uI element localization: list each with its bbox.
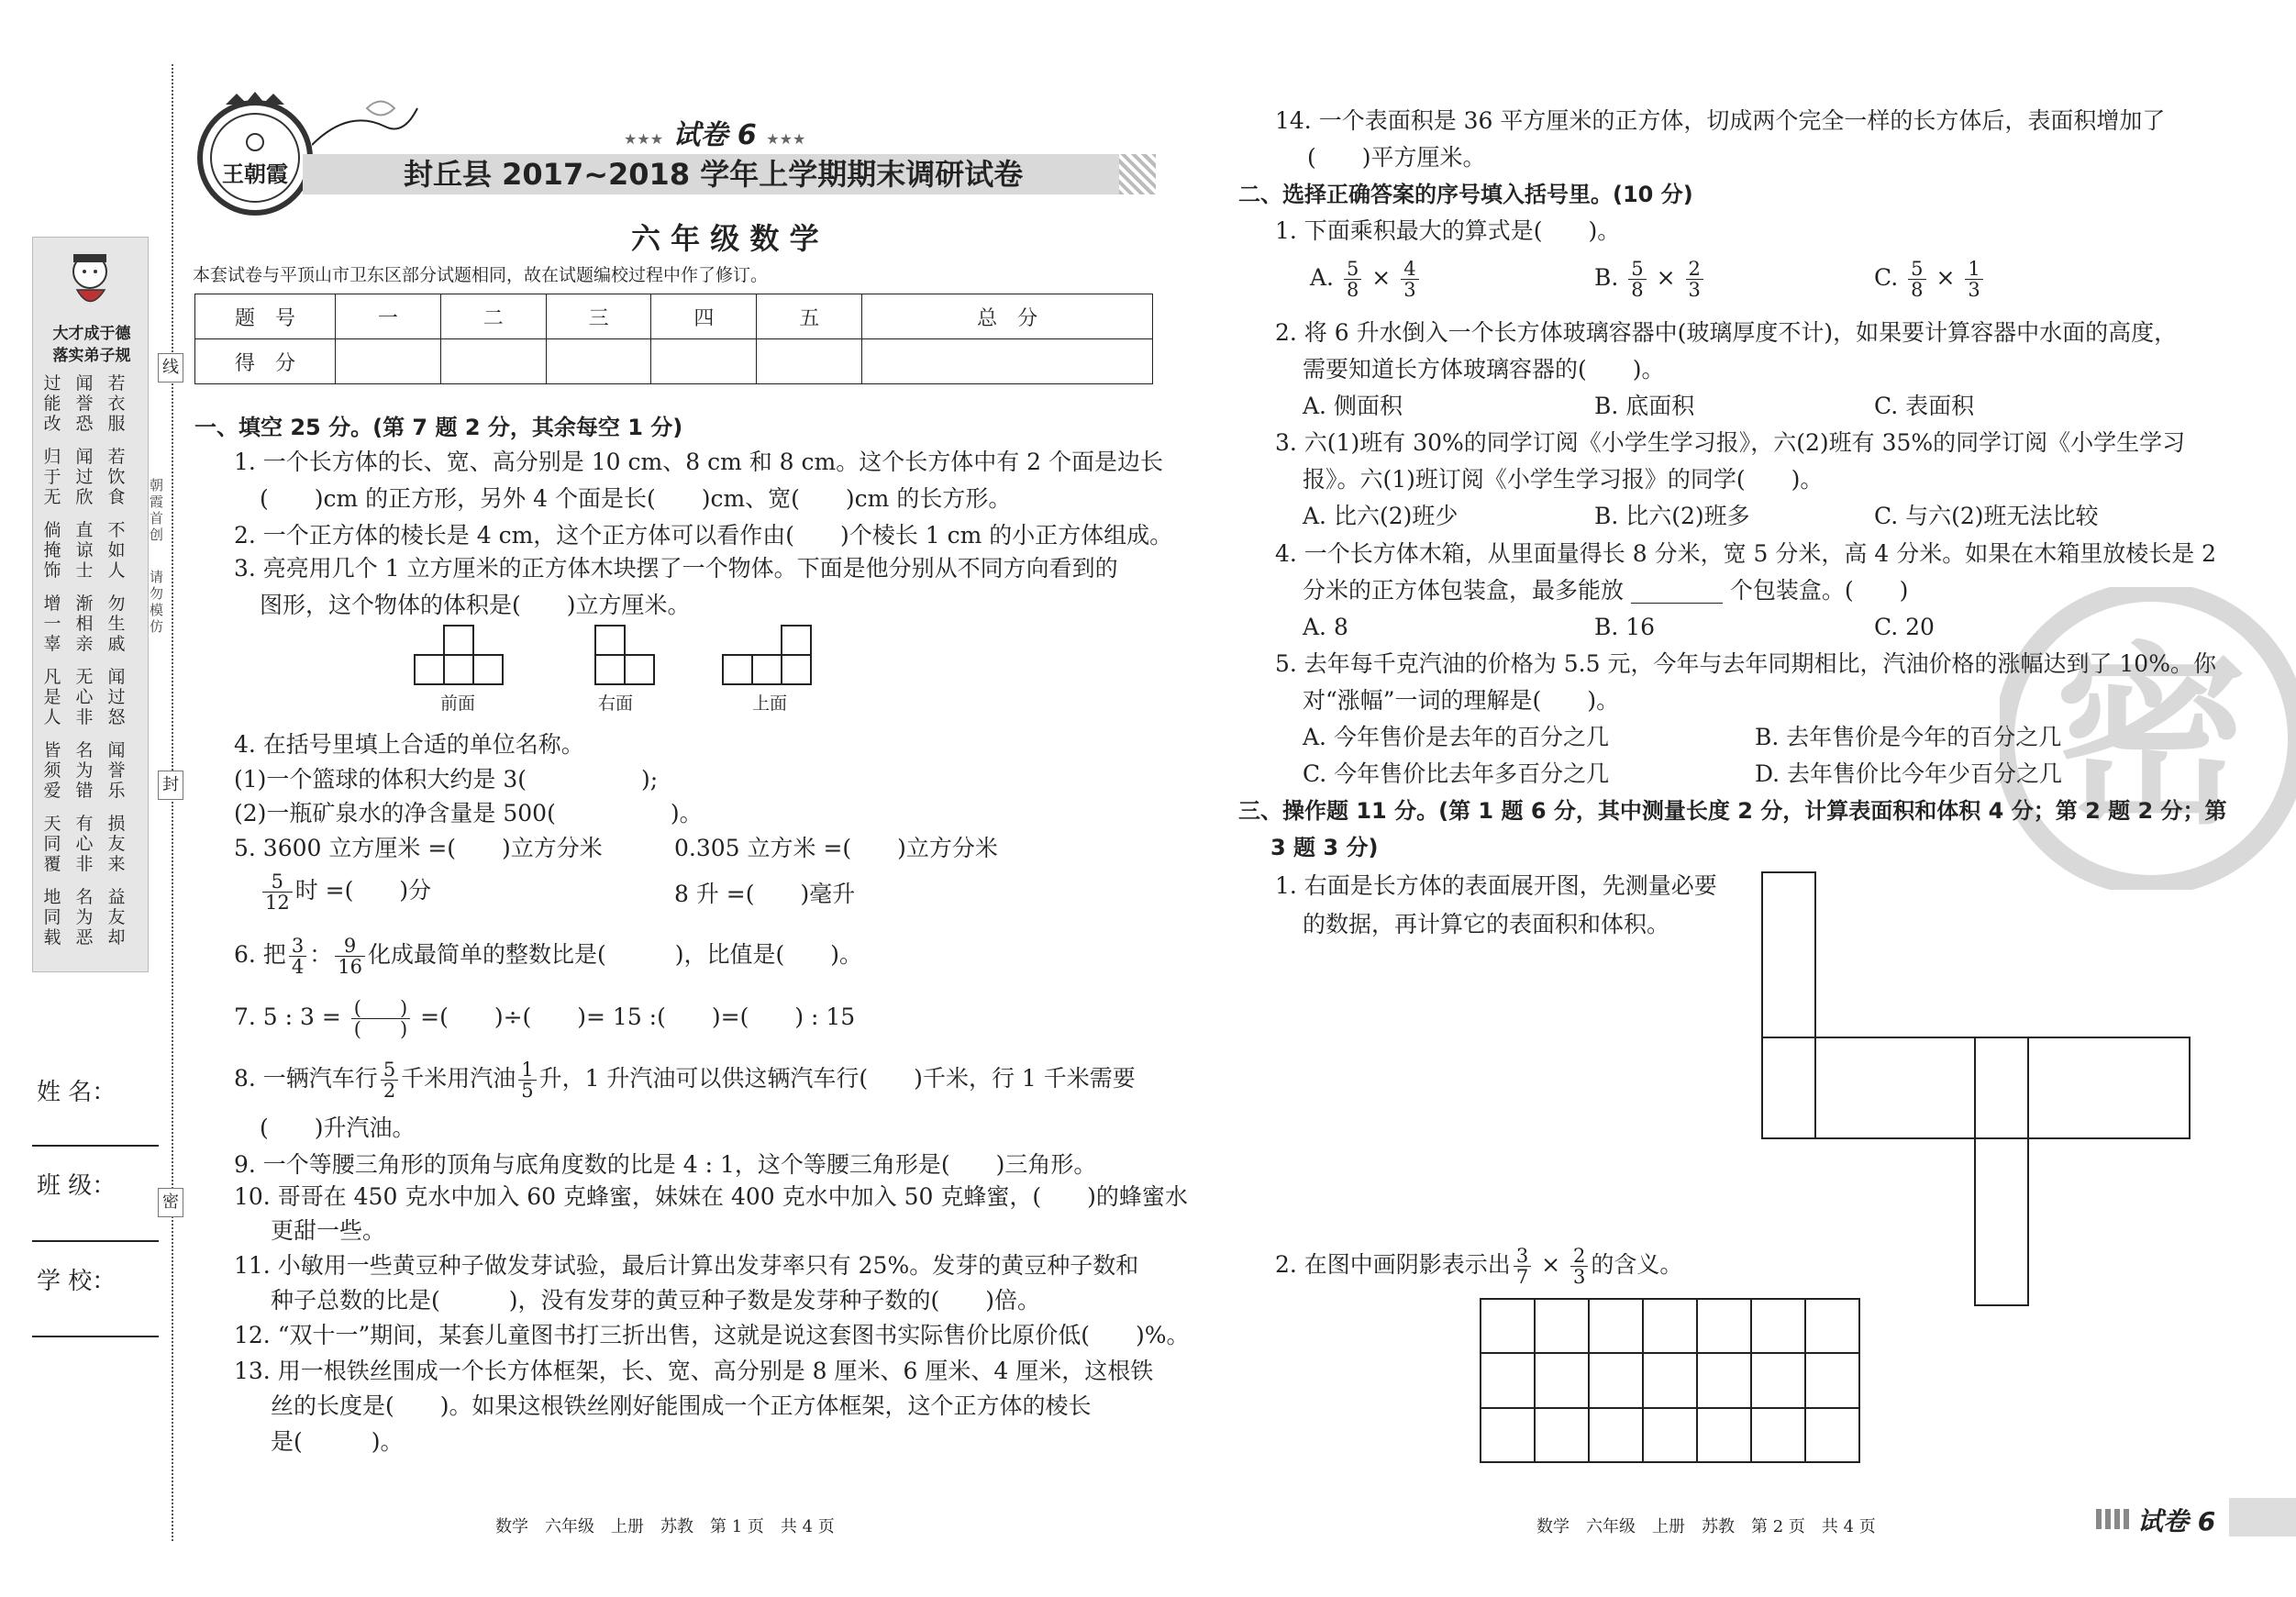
score-cell[interactable]: [651, 339, 757, 384]
grid-cell[interactable]: [1805, 1408, 1859, 1462]
grid-cell[interactable]: [1535, 1353, 1589, 1407]
motto-line-2: 落实弟子规: [52, 347, 131, 365]
s2-q3-option-c[interactable]: C. 与六(2)班无法比较: [1874, 503, 2099, 529]
class-label: 班 级：: [37, 1172, 116, 1200]
verse-col: 直谅士: [75, 520, 94, 581]
s2-q2-option-a[interactable]: A. 侧面积: [1303, 393, 1403, 419]
footer-badge-bar: [2229, 1498, 2296, 1536]
s1-q5-a: 5. 3600 立方厘米 =( )立方分米: [234, 835, 603, 861]
s1-q8: 8. 一辆汽车行 $\frac{5}{2}$ 千米用汽油 $\frac{1}{5}$ 升，1 升汽油可以供这辆汽车行( )千米，行 1 千米需要: [234, 1059, 1136, 1102]
fraction: $\frac{5}{8}$: [1344, 259, 1361, 300]
verse-col: 不如人: [107, 520, 126, 581]
score-row-label: 得 分: [195, 339, 336, 384]
fraction: $\frac{2}{3}$: [1686, 259, 1703, 300]
verse-col: 地同载: [43, 887, 61, 948]
s1-q1-line1: 1. 一个长方体的长、宽、高分别是 10 cm、8 cm 和 8 cm。这个长方体中有 2 个面是边长: [234, 449, 1164, 475]
title-bar-dots: [1119, 154, 1156, 194]
view-top-label: 上面: [752, 693, 788, 714]
s1-q4-part2: (2)一瓶矿泉水的净含量是 500( )。: [234, 800, 703, 826]
s1-q14-line1: 14. 一个表面积是 36 平方厘米的正方体，切成两个完全一样的长方体后，表面积增加了: [1275, 107, 2166, 134]
s2-q4-option-c[interactable]: C. 20: [1874, 614, 1935, 640]
footer-left: 数学 六年级 上册 苏教 第 1 页 共 4 页: [495, 1517, 835, 1536]
verse-col: 若饮食: [107, 447, 126, 507]
scholar-figure-icon: [61, 249, 120, 313]
view-front-label: 前面: [440, 693, 476, 714]
s1-q11-line2: 种子总数的比是( )，没有发芽的黄豆种子数是发芽种子数的( )倍。: [271, 1287, 1041, 1314]
verse-col: 有心非: [75, 814, 94, 874]
s1-q6: 6. 把 $\frac{3}{4}$ ： $\frac{9}{16}$ 化成最简单的整数比是( )，比值是( )。: [234, 935, 862, 978]
fraction: $\frac{9}{16}$: [335, 936, 365, 977]
seal-label-mid: 封: [158, 771, 183, 800]
badge-row: [624, 112, 805, 152]
verse-col: 倘掩饰: [43, 520, 61, 581]
verse-col: 闻誉乐: [107, 740, 126, 801]
grid-cell[interactable]: [1697, 1299, 1751, 1353]
s1-q10-line1: 10. 哥哥在 450 克水中加入 60 克蜂蜜，妹妹在 400 克水中加入 50 克蜂蜜，( )的蜂蜜水: [234, 1183, 1188, 1210]
s2-q1-option-c[interactable]: C. $\frac{5}{8}$ × $\frac{1}{3}$: [1874, 259, 1986, 300]
verse-col: 闻过欣: [75, 447, 94, 507]
score-header-cell: 一: [336, 294, 441, 339]
footer-badge: 试卷 6: [2137, 1506, 2216, 1536]
score-table-header-row: [195, 294, 1153, 339]
s1-q4-part1: (1)一个篮球的体积大约是 3( );: [234, 766, 659, 793]
s2-q3-line1: 3. 六(1)班有 30%的同学订阅《小学生学习报》，六(2)班有 35%的同学订阅《小学生学习: [1275, 429, 2186, 456]
s2-q5-line2: 对“涨幅”一词的理解是( )。: [1303, 687, 1620, 714]
grid-cell[interactable]: [1589, 1299, 1643, 1353]
fraction: $\frac{5}{12}$: [262, 871, 293, 913]
s2-q3-option-b[interactable]: B. 比六(2)班多: [1594, 503, 1750, 529]
grid-cell[interactable]: [1751, 1353, 1805, 1407]
s1-q9: 9. 一个等腰三角形的顶角与底角度数的比是 4 : 1，这个等腰三角形是( )三角形。: [234, 1151, 1097, 1178]
view-right-label: 右面: [598, 693, 634, 714]
fraction: $\frac{3}{7}$: [1514, 1246, 1531, 1287]
s1-q7: 7. 5 : 3 = $\frac{( )}{( )}$ =( )÷( )= 15 :( )=( ) : 15: [234, 997, 856, 1040]
s1-q2: 2. 一个正方体的棱长是 4 cm，这个正方体可以看作由( )个棱长 1 cm 的小正方体组成。: [234, 522, 1173, 549]
s2-q4-option-a[interactable]: A. 8: [1303, 614, 1348, 640]
grid-cell[interactable]: [1805, 1299, 1859, 1353]
s3-q1-line1: 1. 右面是长方体的表面展开图，先测量必要: [1275, 872, 1717, 899]
verse-col: 天同覆: [43, 814, 61, 874]
s1-q5-d: 8 升 =( )毫升: [674, 881, 856, 907]
verse-col: 若衣服: [107, 373, 126, 434]
score-table-score-row: [195, 339, 1153, 384]
binding-dotted-line: [172, 64, 173, 1541]
seal-label-top: 线: [158, 353, 183, 383]
motto-panel: [32, 237, 149, 972]
grid-cell[interactable]: [1697, 1353, 1751, 1407]
score-cell[interactable]: [862, 339, 1153, 384]
verse-col: 闻过怒: [107, 667, 126, 727]
ribbon-decoration: [312, 99, 422, 154]
grid-cell[interactable]: [1481, 1353, 1535, 1407]
s1-q10-line2: 更甜一些。: [271, 1217, 386, 1244]
s2-q2-line2: 需要知道长方体玻璃容器的( )。: [1303, 356, 1665, 383]
score-cell[interactable]: [440, 339, 546, 384]
grid-cell[interactable]: [1481, 1299, 1535, 1353]
view-front-figure: [413, 624, 505, 692]
footer-badge-dots: [2096, 1509, 2133, 1529]
s2-q5-option-c[interactable]: C. 今年售价比去年多百分之几: [1303, 760, 1610, 787]
fraction: $\frac{4}{3}$: [1401, 259, 1418, 300]
grid-cell[interactable]: [1535, 1408, 1589, 1462]
fraction: $\frac{5}{8}$: [1628, 259, 1646, 300]
s2-q3-option-a[interactable]: A. 比六(2)班少: [1303, 503, 1459, 529]
verse-col: 过能改: [43, 373, 61, 434]
verse-col: 益友却: [107, 887, 126, 948]
grid-cell[interactable]: [1697, 1408, 1751, 1462]
section3-heading-line1: 三、操作题 11 分。(第 1 题 6 分，其中测量长度 2 分，计算表面积和体积 4 分；第 2 题 2 分；第: [1238, 798, 2227, 824]
grid-cell[interactable]: [1805, 1353, 1859, 1407]
s1-q13-line1: 13. 用一根铁丝围成一个长方体框架，长、宽、高分别是 8 厘米、6 厘米、4 厘米，这根铁: [234, 1358, 1154, 1384]
s1-q3-line2: 图形，这个物体的体积是( )立方厘米。: [260, 592, 691, 618]
score-cell[interactable]: [546, 339, 651, 384]
exam-note: 本套试卷与平顶山市卫东区部分试题相同，故在试题编校过程中作了修订。: [193, 265, 769, 285]
view-right-figure: [593, 624, 658, 692]
s2-q2-option-c[interactable]: C. 表面积: [1874, 393, 1975, 419]
class-field[interactable]: [32, 1240, 159, 1242]
score-header-cell: 总 分: [862, 294, 1153, 339]
s1-q1-line2: ( )cm 的正方形，另外 4 个面是长( )cm、宽( )cm 的长方形。: [260, 485, 1012, 512]
s2-q1-option-b[interactable]: B. $\frac{5}{8}$ × $\frac{2}{3}$: [1594, 259, 1706, 300]
section3-heading-line2: 3 题 3 分): [1270, 835, 1379, 860]
verse-col: 增一辜: [43, 593, 61, 654]
fraction: $\frac{2}{3}$: [1570, 1246, 1588, 1287]
verse-col: 无心非: [75, 667, 94, 727]
seal-label-bottom: 密: [158, 1188, 183, 1217]
s2-q4-line1: 4. 一个长方体木箱，从里面量得长 8 分米，宽 5 分米，高 4 分米。如果在木箱里放棱长是 2: [1275, 540, 2217, 567]
s2-q2-option-b[interactable]: B. 底面积: [1594, 393, 1695, 419]
score-header-cell: 五: [757, 294, 862, 339]
s1-q11-line1: 11. 小敏用一些黄豆种子做发芽试验，最后计算出发芽率只有 25%。发芽的黄豆种子数和: [234, 1252, 1139, 1279]
fraction: $\frac{5}{8}$: [1908, 259, 1925, 300]
grid-cell[interactable]: [1589, 1408, 1643, 1462]
grid-cell[interactable]: [1643, 1299, 1697, 1353]
grid-cell[interactable]: [1589, 1353, 1643, 1407]
name-field[interactable]: [32, 1145, 159, 1147]
verse-col: 皆须爱: [43, 740, 61, 801]
grid-cell[interactable]: [1535, 1299, 1589, 1353]
score-table: [194, 294, 1153, 384]
shading-grid[interactable]: [1480, 1298, 1860, 1463]
score-cell[interactable]: [336, 339, 441, 384]
verse-col: 损友来: [107, 814, 126, 874]
section2-heading: 二、选择正确答案的序号填入括号里。(10 分): [1238, 182, 1693, 207]
s2-q5-option-b[interactable]: B. 去年售价是今年的百分之几: [1755, 724, 2062, 750]
fraction: $\frac{1}{5}$: [518, 1059, 536, 1101]
s2-q1-option-a[interactable]: A. $\frac{5}{8}$ × $\frac{4}{3}$: [1310, 259, 1422, 300]
fraction: $\frac{( )}{( )}$: [351, 998, 410, 1039]
fraction: $\frac{1}{3}$: [1965, 259, 1982, 300]
view-top-figure: [721, 624, 813, 692]
score-header-cell: 三: [546, 294, 651, 339]
s2-q4-line2: 分米的正方体包装盒，最多能放 ________ 个包装盒。( ): [1303, 577, 1909, 604]
s1-q14-line2: ( )平方厘米。: [1307, 144, 1486, 171]
logo-text: 王朝霞: [222, 161, 288, 187]
subject-title: 六 年 级 数 学: [631, 221, 819, 256]
verse-col: 名为恶: [75, 887, 94, 948]
verse-col: 闻誉恐: [75, 373, 94, 434]
s1-q12: 12. “双十一”期间，某套儿童图书打三折出售，这就是说这套图书实际售价比原价低( )%。: [234, 1322, 1190, 1348]
watermark-text: 密: [2054, 626, 2247, 850]
exam-title: 封丘县 2017~2018 学年上学期期末调研试卷: [404, 157, 1024, 192]
stars-right: ★★★: [766, 130, 806, 148]
grid-cell[interactable]: [1481, 1408, 1535, 1462]
footer-right: 数学 六年级 上册 苏教 第 2 页 共 4 页: [1536, 1517, 1876, 1536]
s1-q13-line3: 是( )。: [271, 1428, 404, 1455]
s2-q5-option-a[interactable]: A. 今年售价是去年的百分之几: [1303, 724, 1609, 750]
score-header-cell: 四: [651, 294, 757, 339]
s1-q4: 4. 在括号里填上合适的单位名称。: [234, 731, 584, 758]
section1-heading: 一、填空 25 分。(第 7 题 2 分，其余每空 1 分): [194, 415, 683, 440]
school-label: 学 校：: [37, 1268, 116, 1295]
s1-q5-b: 0.305 立方米 =( )立方分米: [674, 835, 998, 861]
stars-left: ★★★: [624, 130, 664, 148]
verse-col: 勿生戚: [107, 593, 126, 654]
score-cell[interactable]: [757, 339, 862, 384]
motto-line-1: 大才成于德: [52, 325, 131, 343]
s2-q1: 1. 下面乘积最大的算式是( )。: [1275, 217, 1621, 244]
grid-cell[interactable]: [1751, 1408, 1805, 1462]
s1-q5-c: $\frac{5}{12}$ 时 =( )分: [260, 871, 431, 913]
verse-col: 名为错: [75, 740, 94, 801]
exam-badge: 试卷 6: [672, 119, 757, 151]
verse-col: 渐相亲: [75, 593, 94, 654]
grid-cell[interactable]: [1643, 1353, 1697, 1407]
grid-cell[interactable]: [1643, 1408, 1697, 1462]
s1-q13-line2: 丝的长度是( )。如果这根铁丝刚好能围成一个正方体框架，这个正方体的棱长: [271, 1392, 1092, 1419]
fraction: $\frac{5}{2}$: [381, 1059, 398, 1101]
s3-q1-line2: 的数据，再计算它的表面积和体积。: [1303, 911, 1670, 937]
motto-verses: [42, 373, 143, 960]
verse-col: 归于无: [43, 447, 61, 507]
grid-cell[interactable]: [1751, 1299, 1805, 1353]
s3-q2: 2. 在图中画阴影表示出 $\frac{3}{7}$ × $\frac{2}{3}$ 的含义。: [1275, 1245, 1683, 1288]
side-note-2: 请勿模仿: [150, 569, 164, 635]
side-note-1: 朝霞首创: [150, 477, 164, 543]
s1-q3-line1: 3. 亮亮用几个 1 立方厘米的正方体木块摆了一个物体。下面是他分别从不同方向看到的: [234, 555, 1118, 582]
confidential-watermark: [2000, 587, 2296, 890]
score-header-cell: 题 号: [195, 294, 336, 339]
s2-q2-line1: 2. 将 6 升水倒入一个长方体玻璃容器中(玻璃厚度不计)，如果要计算容器中水面的高度，: [1275, 319, 2178, 346]
s2-q3-line2: 报》。六(1)班订阅《小学生学习报》的同学( )。: [1303, 466, 1824, 493]
s2-q4-option-b[interactable]: B. 16: [1594, 614, 1656, 640]
name-label: 姓 名：: [37, 1079, 116, 1106]
school-field[interactable]: [32, 1336, 159, 1337]
cuboid-net-figure: [1757, 867, 2197, 1315]
score-header-cell: 二: [440, 294, 546, 339]
s2-q5-line1: 5. 去年每千克汽油的价格为 5.5 元，今年与去年同期相比，汽油价格的涨幅达到了 10%。你: [1275, 650, 2216, 677]
fraction: $\frac{3}{4}$: [289, 936, 306, 977]
s2-q5-option-d[interactable]: D. 去年售价比今年少百分之几: [1755, 760, 2063, 787]
s1-q8-line2: ( )升汽油。: [260, 1115, 416, 1141]
verse-col: 凡是人: [43, 667, 61, 727]
